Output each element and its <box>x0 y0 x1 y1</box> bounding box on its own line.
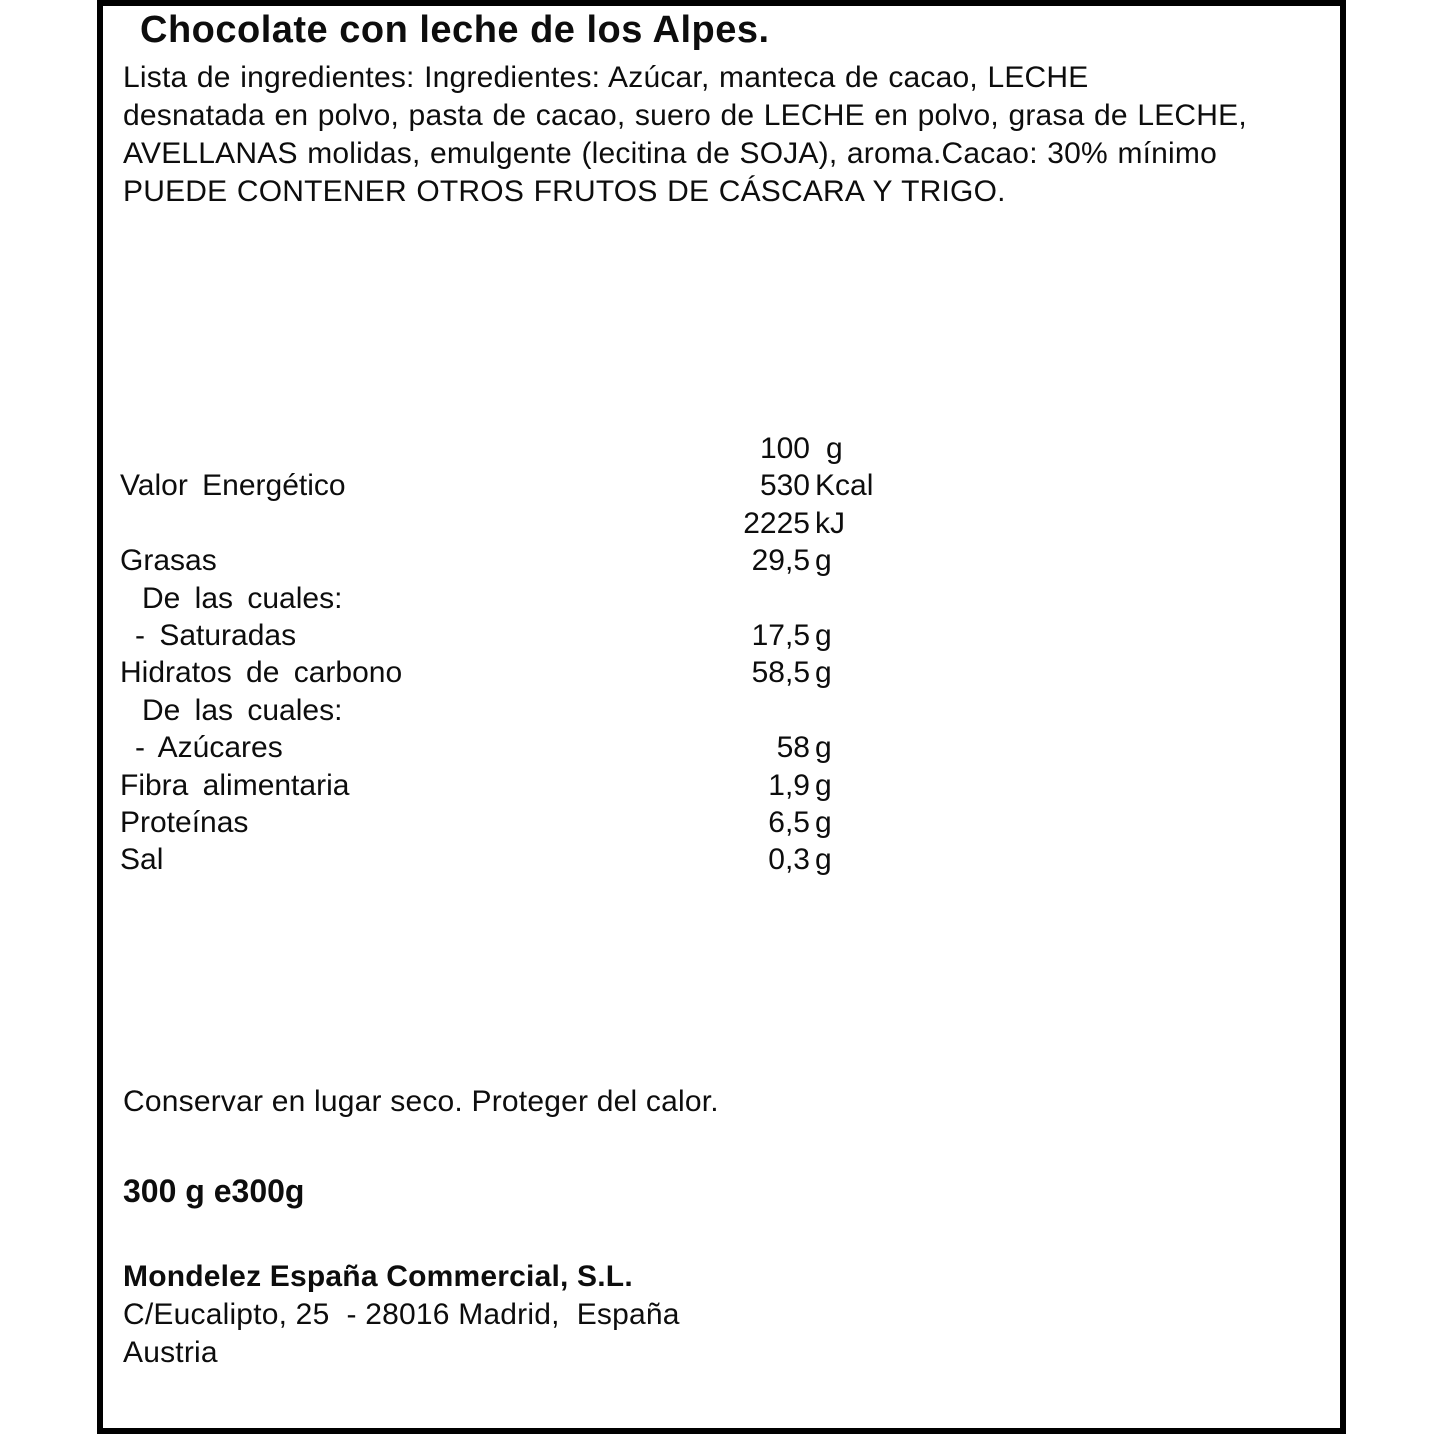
nutrition-row-carbohydrate <box>120 654 900 691</box>
nutrition-unit: g <box>815 656 832 690</box>
nutrition-unit: Kcal <box>815 469 874 503</box>
nutrition-label: Fibra alimentaria <box>120 768 350 802</box>
nutrition-row-saturates <box>120 617 900 654</box>
ingredients-line: Lista de ingredientes: Ingredientes: Azúcar, manteca de cacao, LECHE <box>123 61 1089 94</box>
manufacturer-address: C/Eucalipto, 25 - 28016 Madrid, España <box>123 1298 680 1331</box>
nutrition-row-of-which-fat <box>120 580 900 617</box>
nutrition-row-energy-kj <box>120 505 900 542</box>
nutrition-row-protein <box>120 804 900 841</box>
nutrition-label: Proteínas <box>120 805 249 839</box>
nutrition-value: 58,5 <box>751 656 810 690</box>
nutrition-row-fibre <box>120 767 900 804</box>
nutrition-value: 29,5 <box>751 544 810 578</box>
manufacturer-block <box>123 1258 680 1372</box>
nutrition-unit: g <box>815 768 832 802</box>
net-weight: 300 g e300g <box>123 1173 305 1209</box>
nutrition-value: 6,5 <box>768 805 810 839</box>
nutrition-label: De las cuales: <box>142 693 343 727</box>
nutrition-label: Grasas <box>120 544 217 578</box>
nutrition-unit: g <box>815 843 832 877</box>
nutrition-row-sugars <box>120 729 900 766</box>
nutrition-value: 58 <box>776 731 810 765</box>
manufacturer-name: Mondelez España Commercial, S.L. <box>123 1260 633 1293</box>
manufacturer-country: Austria <box>123 1336 218 1369</box>
nutrition-header-value: 100 <box>759 432 810 465</box>
product-title: Chocolate con leche de los Alpes. <box>140 9 770 51</box>
nutrition-header-unit: g <box>826 432 843 465</box>
nutrition-value: 0,3 <box>768 843 810 877</box>
nutrition-row-fat <box>120 542 900 579</box>
nutrition-label: - Saturadas <box>135 618 297 652</box>
nutrition-unit: kJ <box>815 506 845 540</box>
nutrition-label: - Azúcares <box>135 731 283 765</box>
nutrition-unit: g <box>815 805 832 839</box>
storage-instructions: Conservar en lugar seco. Proteger del calor. <box>123 1085 719 1118</box>
nutrition-label: Valor Energético <box>120 469 346 503</box>
nutrition-value: 1,9 <box>768 768 810 802</box>
ingredients-line: AVELLANAS molidas, emulgente (lecitina de SOJA), aroma.Cacao: 30% mínimo <box>123 137 1217 170</box>
nutrition-row-of-which-carbs <box>120 692 900 729</box>
ingredients-paragraph <box>123 59 1323 211</box>
nutrition-value: 530 <box>759 469 810 503</box>
nutrition-value: 2225 <box>743 506 810 540</box>
nutrition-unit: g <box>815 618 832 652</box>
nutrition-table <box>120 430 900 879</box>
nutrition-unit: g <box>815 731 832 765</box>
nutrition-label: Hidratos de carbono <box>120 656 403 690</box>
nutrition-value: 17,5 <box>751 618 810 652</box>
nutrition-header-row <box>120 430 900 467</box>
nutrition-label: De las cuales: <box>142 581 343 615</box>
nutrition-row-energy <box>120 467 900 504</box>
nutrition-unit: g <box>815 544 832 578</box>
nutrition-label: Sal <box>120 843 164 877</box>
label-frame <box>97 0 1346 1434</box>
ingredients-line: desnatada en polvo, pasta de cacao, suero de LECHE en polvo, grasa de LECHE, <box>123 99 1247 132</box>
nutrition-row-salt <box>120 841 900 878</box>
ingredients-line: PUEDE CONTENER OTROS FRUTOS DE CÁSCARA Y TRIGO. <box>123 175 1006 208</box>
